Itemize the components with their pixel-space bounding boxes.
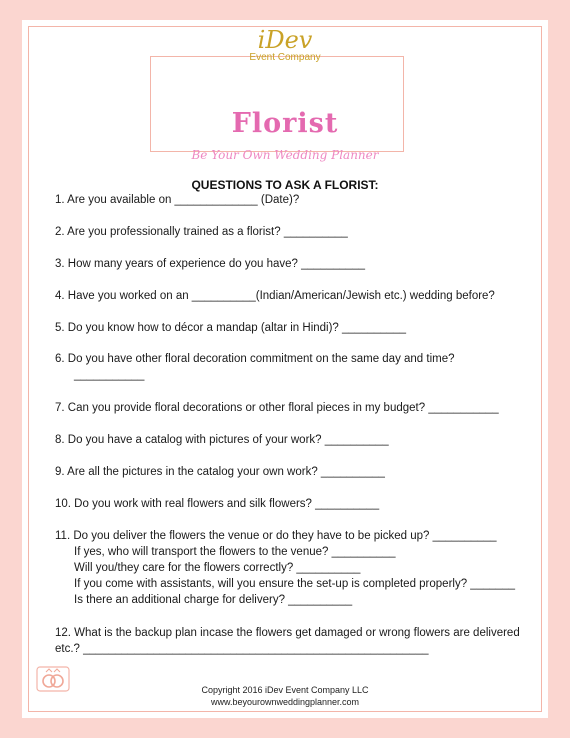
page-title: Florist (231, 108, 339, 139)
logo (22, 28, 548, 64)
question-11-line-2: If yes, who will transport the flowers to the venue? __________ (74, 546, 396, 558)
page-sheet (22, 20, 548, 718)
question-2: 2. Are you professionally trained as a florist? __________ (55, 226, 348, 238)
questions-heading: QUESTIONS TO ASK A FLORIST: (191, 178, 379, 192)
question-1: 1. Are you available on _____________ (Date)? (55, 194, 300, 206)
copyright-text: Copyright 2016 iDev Event Company LLC (201, 685, 369, 695)
question-8: 8. Do you have a catalog with pictures of your work? __________ (55, 434, 389, 446)
question-4: 4. Have you worked on an __________(Indian/American/Jewish etc.) wedding before? (55, 290, 495, 302)
question-6-text: 6. Do you have other floral decoration commitment on the same day and time? (55, 353, 455, 365)
question-11-text: 11. Do you deliver the flowers the venue or do they have to be picked up? __________ (55, 530, 497, 542)
question-11-line-3: Will you/they care for the flowers correctly? __________ (74, 562, 361, 574)
logo-subtitle: Event Company (249, 52, 321, 63)
website-url: www.beyourownweddingplanner.com (210, 697, 360, 707)
question-6-blank: ___________ (74, 369, 145, 381)
page-subtitle: Be Your Own Wedding Planner (191, 148, 379, 162)
question-3: 3. How many years of experience do you have? __________ (55, 258, 366, 270)
footer (22, 684, 548, 708)
question-6 (55, 351, 525, 383)
question-9: 9. Are all the pictures in the catalog your own work? __________ (55, 466, 385, 478)
question-12-text: 12. What is the backup plan incase the flowers get damaged or wrong flowers are delivered (55, 627, 520, 639)
question-7: 7. Can you provide floral decorations or other floral pieces in my budget? ___________ (55, 402, 499, 414)
question-10: 10. Do you work with real flowers and silk flowers? __________ (55, 498, 380, 510)
logo-mark: iDev (257, 26, 313, 54)
question-12-blank: etc.? ______________________________________________________ (55, 643, 429, 655)
question-12 (55, 625, 525, 657)
question-5: 5. Do you know how to décor a mandap (altar in Hindi)? __________ (55, 322, 406, 334)
question-11-line-5: Is there an additional charge for delivery? __________ (74, 594, 353, 606)
question-11-line-4: If you come with assistants, will you ensure the set-up is completed properly? _______ (74, 578, 516, 590)
question-11 (55, 528, 525, 608)
